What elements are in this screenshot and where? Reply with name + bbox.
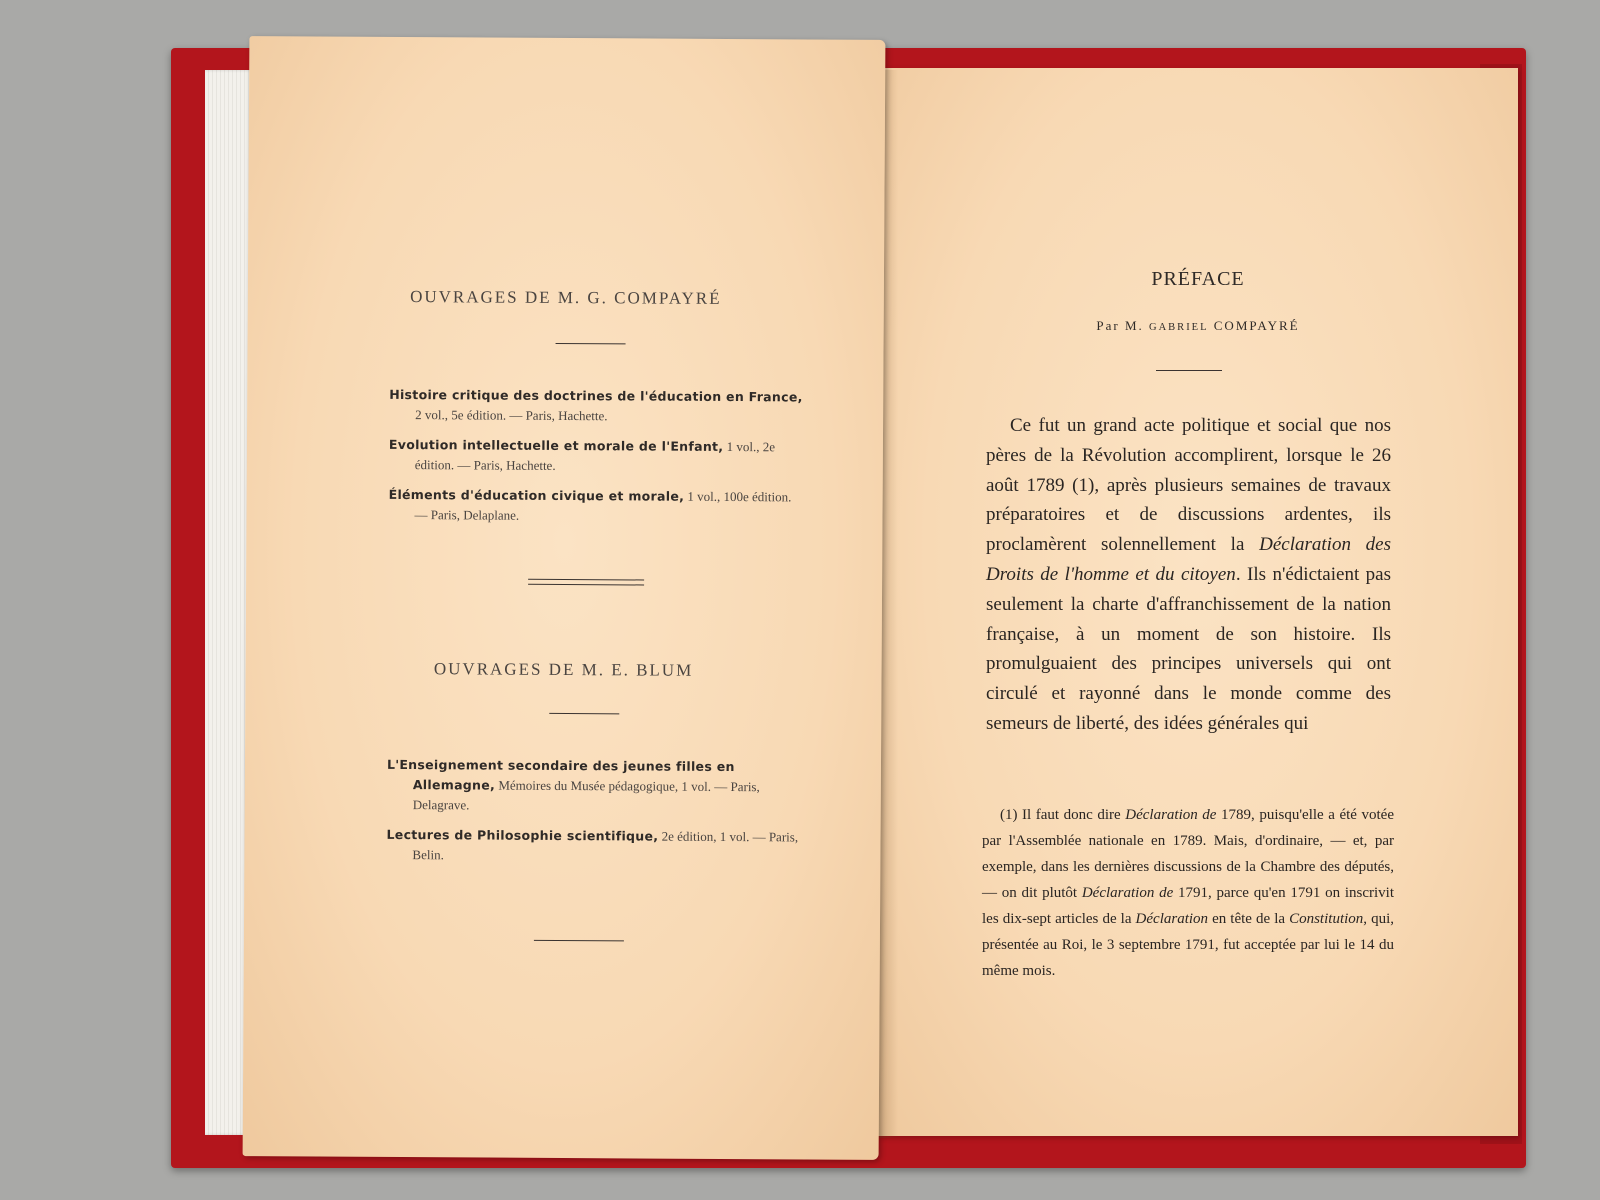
list-item: Evolution intellectuelle et morale de l'Enfant, 1 vol., 2e édition. — Paris, Hachette.	[388, 436, 776, 473]
body-text-2: . Ils n'édictaient pas seulement la charte d'affranchissement de la nation française, à un moment de son histoire. Ils promulguaient des principes universels qui ont circulé et rayonné dans le monde comme des semeurs de liberté, des idées générales qui	[986, 563, 1391, 734]
footnote-e: , qui, présentée au Roi, le 3 septembre 1791, fut acceptée par lui le 14 du même mois.	[982, 911, 1394, 979]
compayre-works-list	[388, 385, 807, 538]
body-text-1: Ce fut un grand acte politique et social que nos pères de la Révolution accomplirent, lorsque le 26 août 1789 (1), après plusieurs semaines de travaux préparatoires et de discussions ardentes, ils proclamèrent solennellement la	[986, 415, 1391, 556]
list-item: L'Enseignement secondaire des jeunes filles en Allemagne, Mémoires du Musée pédagogique, 1 vol. — Paris, Delagrave.	[386, 756, 760, 813]
left-page	[243, 36, 886, 1160]
compayre-works-heading: OUVRAGES DE M. G. COMPAYRÉ	[410, 287, 722, 308]
footnote-a-italic: Déclaration de	[1125, 807, 1217, 823]
preface-body	[986, 411, 1391, 739]
preface-title: PRÉFACE	[1151, 268, 1245, 290]
heading-divider-1	[556, 343, 626, 344]
list-item: Éléments d'éducation civique et morale, 1 vol., 100e édition. — Paris, Delaplane.	[388, 486, 792, 523]
author-prefix: Par M.	[1096, 318, 1144, 333]
author-given-name: GABRIEL	[1149, 322, 1209, 333]
heading-divider-2	[549, 713, 619, 714]
footnote-d: en tête de la	[1208, 911, 1290, 927]
list-item: Histoire critique des doctrines de l'éducation en France, 2 vol., 5e édition. — Paris, Hachette.	[389, 386, 803, 424]
footnote-c: 1791, parce qu'en 1791 on inscrivit les dix-sept articles de la	[982, 885, 1394, 927]
footnote-b: 1789, puisqu'elle a été votée par l'Assemblée nationale en 1789. Mais, d'ordinaire, — et, par exemple, dans les dernières discussions de la Chambre des députés, — on dit plutôt	[982, 807, 1394, 901]
preface-author	[878, 318, 1518, 334]
blum-works-heading: OUVRAGES DE M. E. BLUM	[433, 659, 694, 680]
right-page	[878, 68, 1518, 1136]
blum-works-list	[386, 755, 805, 878]
footnote-d-italic: Constitution	[1289, 911, 1364, 927]
footnote-a: (1) Il faut donc dire	[1000, 807, 1126, 823]
body-italic-declaration: Déclaration des Droits de l'homme et du citoyen	[986, 534, 1391, 585]
end-divider	[534, 940, 624, 942]
preface-footnote	[982, 802, 1394, 984]
footnote-b-italic: Déclaration de	[1081, 885, 1174, 901]
author-family-name: COMPAYRÉ	[1213, 318, 1300, 333]
list-item: Lectures de Philosophie scientifique, 2e édition, 1 vol. — Paris, Belin.	[386, 826, 799, 863]
preface-divider	[1156, 370, 1222, 371]
footnote-c-italic: Déclaration	[1135, 911, 1209, 927]
section-separator	[528, 579, 644, 586]
